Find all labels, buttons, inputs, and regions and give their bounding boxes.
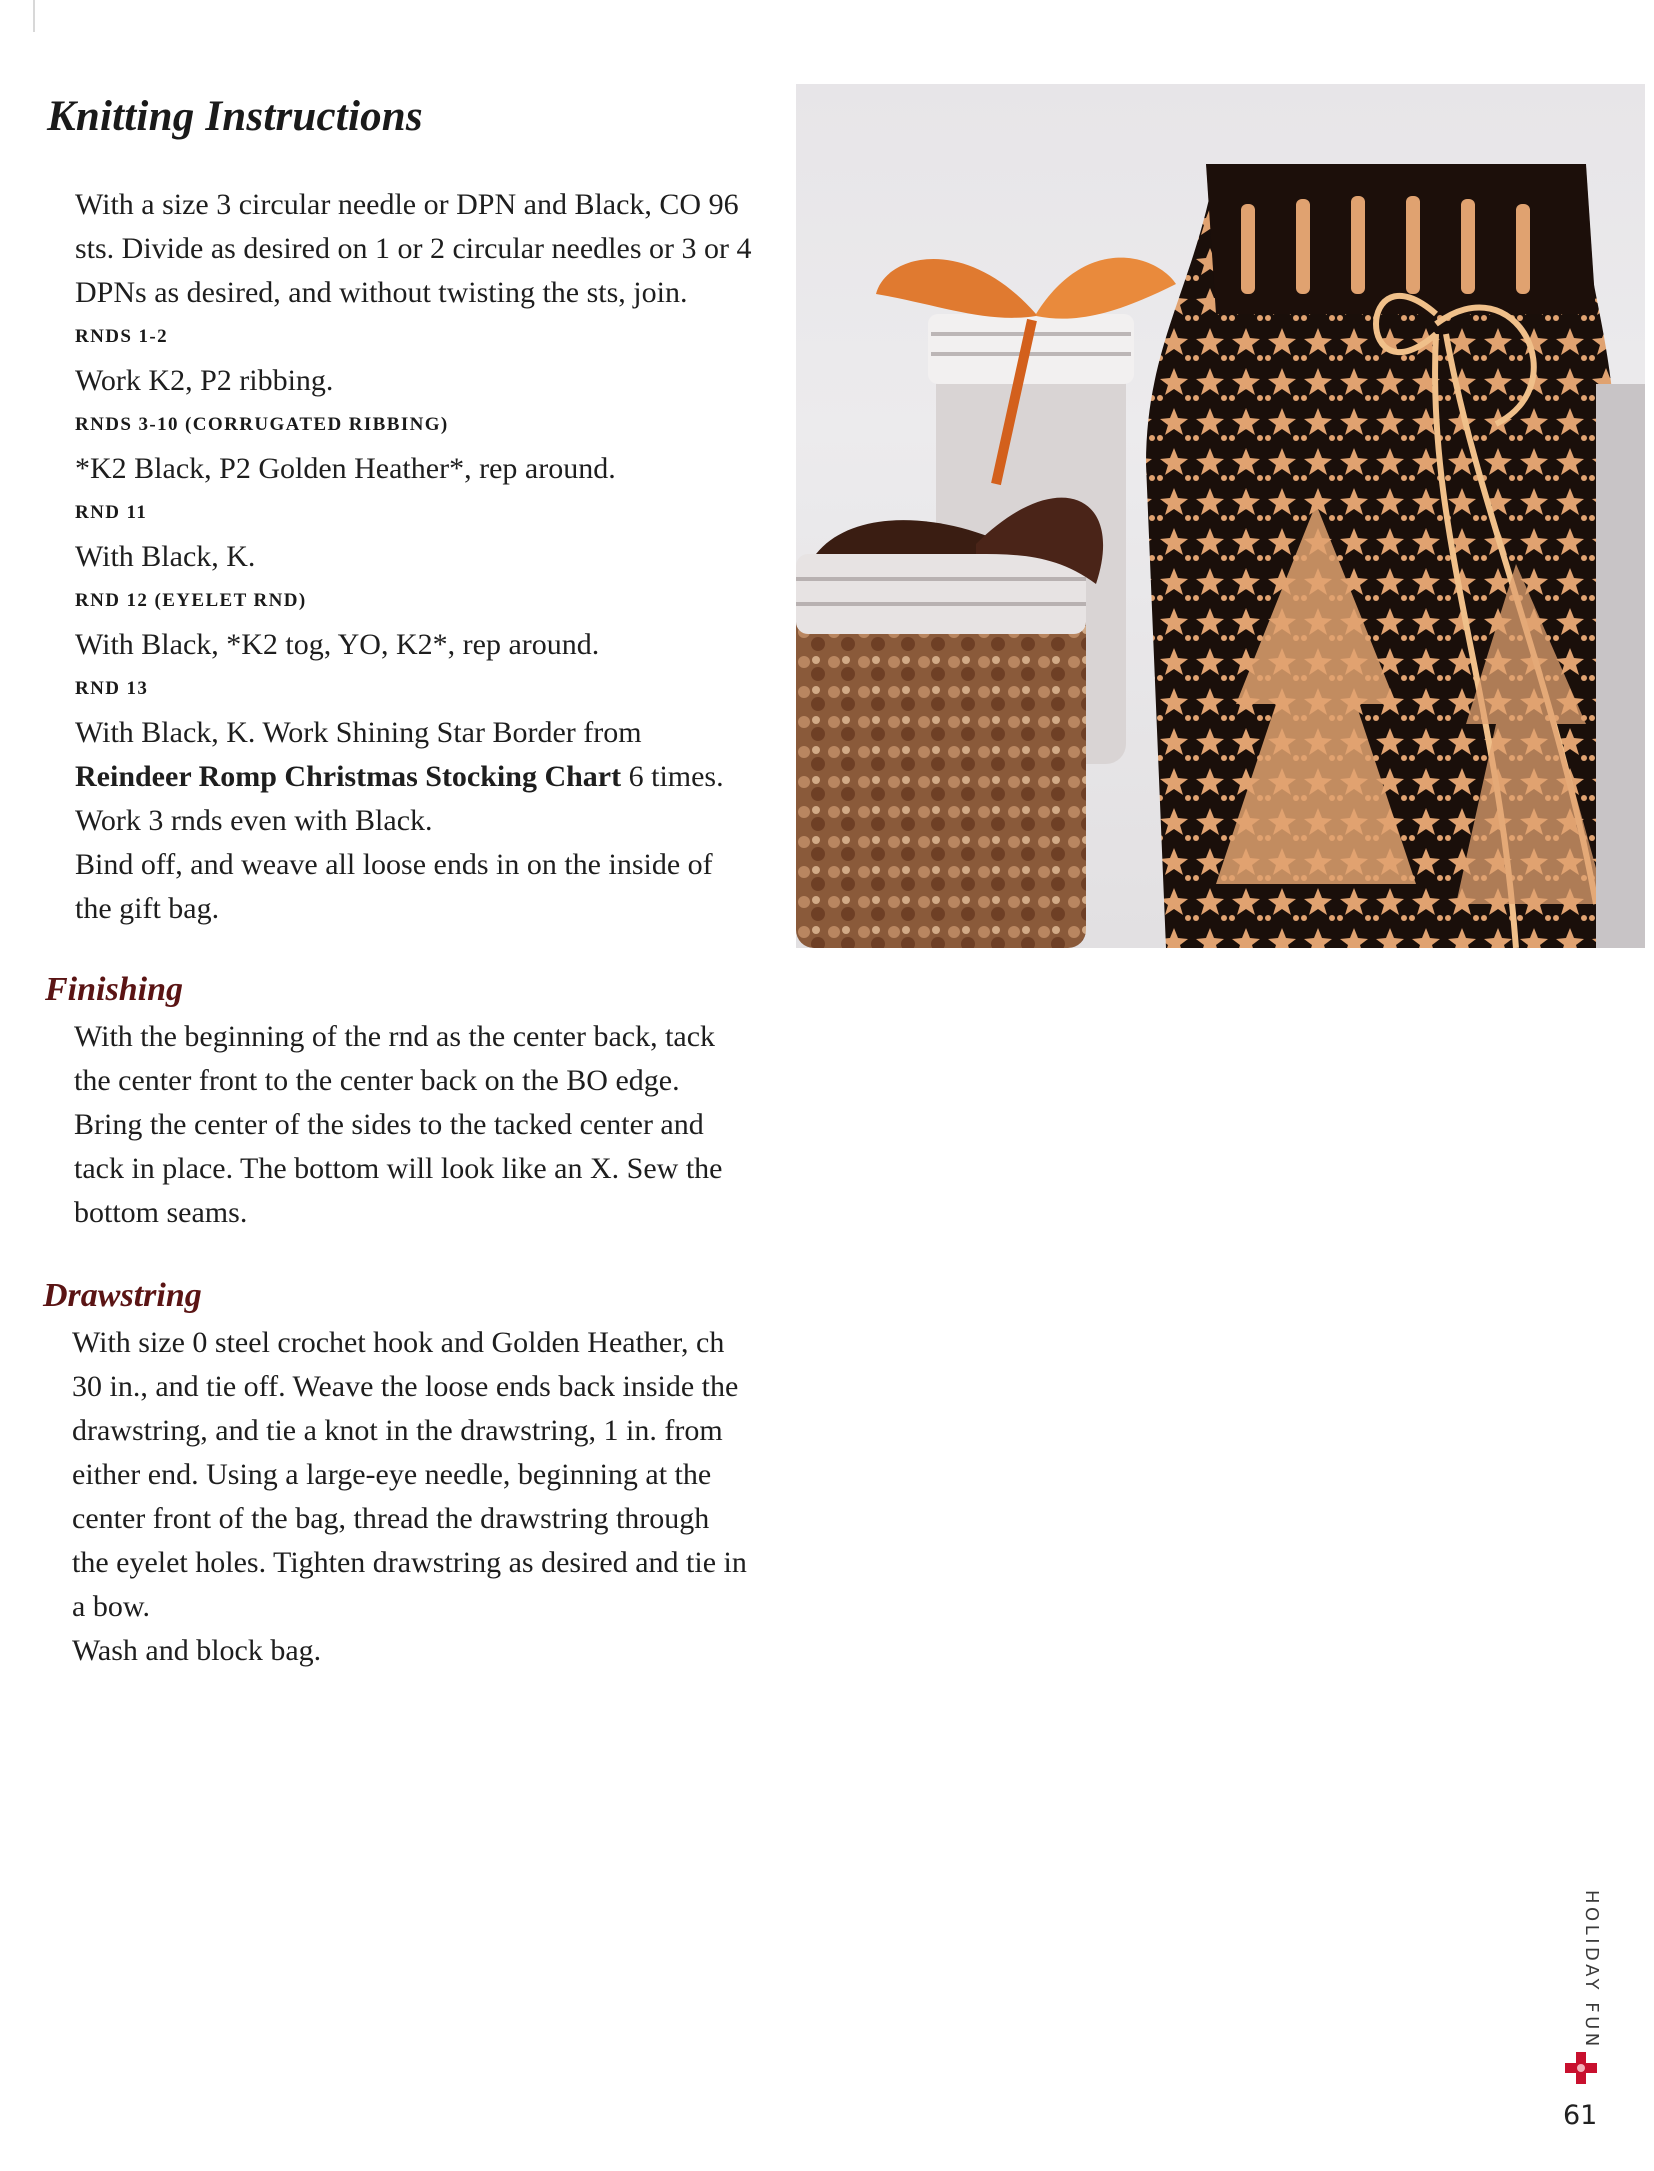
intro-text: With a size 3 circular needle or DPN and Black, CO 96 sts. Divide as desired on 1 or 2 circular needles or 3 or 4 DPNs as desired, and without twisting the sts, join. <box>75 188 752 309</box>
drawstring-final: Wash and block bag. <box>72 1634 322 1667</box>
extra-text: Work 3 rnds even with Black. <box>75 804 433 837</box>
gift-bag-illustration <box>796 84 1645 948</box>
page-number: 61 <box>1563 2100 1598 2131</box>
chart-reference: Reindeer Romp Christmas Stocking Chart <box>75 760 622 793</box>
knitting-heading: Knitting Instructions <box>47 93 423 140</box>
step-label: RND 11 <box>75 502 148 523</box>
step-text-after: 6 times. <box>621 760 724 793</box>
step-label: RNDS 3-10 (CORRUGATED RIBBING) <box>75 414 449 435</box>
red-cross-icon <box>1563 2050 1599 2086</box>
finishing-text: With the beginning of the rnd as the center back, tack the center front to the center back on the BO edge. Bring the center of the sides to the tacked center and tack in place. The bottom will look like an X. Sew the bottom seams. <box>74 1020 723 1229</box>
finishing-section <box>74 1015 734 1235</box>
step-text-before: With Black, K. Work Shining Star Border from <box>75 716 642 749</box>
gift-bag-photo <box>796 84 1645 948</box>
step-text: With Black, K. <box>75 540 256 573</box>
knitting-section <box>75 183 765 931</box>
section-label <box>1572 1890 1612 2050</box>
step-label: RNDS 1-2 <box>75 326 169 347</box>
step-label: RND 13 <box>75 678 149 699</box>
section-label-text: HOLIDAY FUN <box>1581 1890 1602 2050</box>
step-text <box>75 711 755 799</box>
drawstring-heading: Drawstring <box>43 1277 202 1314</box>
margin-rule <box>33 0 35 32</box>
drawstring-text: With size 0 steel crochet hook and Golden Heather, ch 30 in., and tie off. Weave the loose ends back inside the drawstring, and tie a knot in the drawstring, 1 in. from either end. Using a large-eye needle, beginning at the center front of the bag, thread the drawstring through the eyelet holes. Tighten drawstring as desired and tie in a bow. <box>72 1326 747 1623</box>
finishing-heading: Finishing <box>45 971 183 1008</box>
drawstring-section <box>72 1321 752 1673</box>
extra-text: Bind off, and weave all loose ends in on the inside of the gift bag. <box>75 848 713 925</box>
step-text: With Black, *K2 tog, YO, K2*, rep around. <box>75 628 600 661</box>
step-text: Work K2, P2 ribbing. <box>75 364 334 397</box>
step-text: *K2 Black, P2 Golden Heather*, rep around. <box>75 452 616 485</box>
step-label: RND 12 (EYELET RND) <box>75 590 307 611</box>
